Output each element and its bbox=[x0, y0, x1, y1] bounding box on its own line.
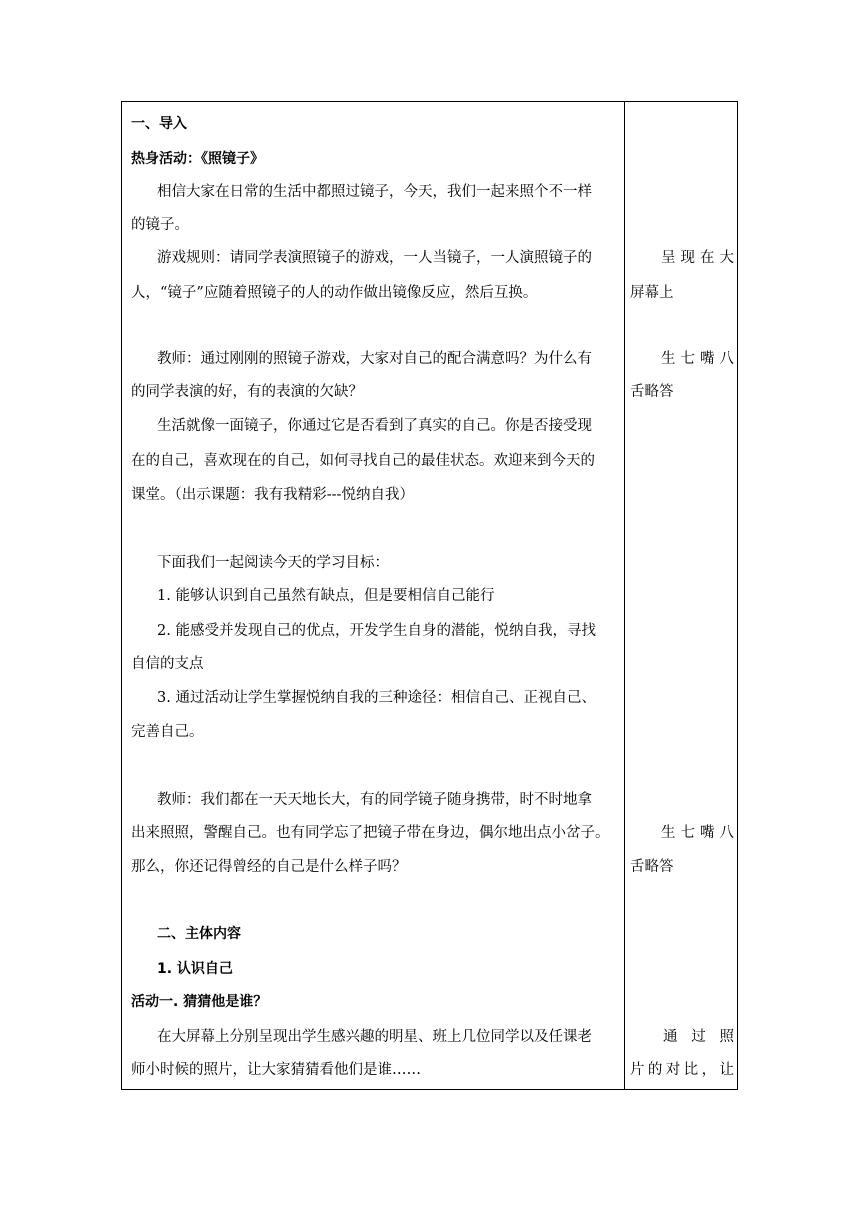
paragraph-line: 生活就像一面镜子，你通过它是否看到了真实的自己。你是否接受现 bbox=[157, 418, 592, 434]
column-divider bbox=[624, 102, 625, 1089]
warmup-title: 热身活动：《照镜子》 bbox=[131, 151, 264, 167]
goals-intro: 下面我们一起阅读今天的学习目标： bbox=[157, 555, 389, 571]
goal-item: 2. 能感受并发现自己的优点，开发学生自身的潜能，悦纳自我，寻找 bbox=[157, 623, 596, 639]
paragraph-line: 的镜子。 bbox=[131, 217, 189, 233]
side-note-line: 生 七 嘴 八 bbox=[661, 825, 734, 841]
side-note-line: 屏幕上 bbox=[630, 285, 674, 301]
paragraph-line: 教师：通过刚刚的照镜子游戏，大家对自己的配合满意吗？为什么有 bbox=[157, 351, 592, 367]
side-note-line: 片 的 对 比 ， 让 bbox=[630, 1062, 734, 1078]
paragraph-line: 游戏规则：请同学表演照镜子的游戏，一人当镜子，一人演照镜子的 bbox=[157, 250, 592, 266]
paragraph-line: 师小时候的照片，让大家猜猜看他们是谁…… bbox=[131, 1062, 421, 1078]
activity-title: 活动一. 猜猜他是谁？ bbox=[131, 994, 268, 1010]
lesson-table bbox=[121, 101, 738, 1090]
paragraph-line: 人，“镜子”应随着照镜子的人的动作做出镜像反应，然后互换。 bbox=[131, 285, 538, 301]
paragraph-line: 课堂。（出示课题：我有我精彩---悦纳自我） bbox=[131, 487, 414, 503]
main-section-heading: 二、主体内容 bbox=[157, 926, 241, 942]
side-note-line: 舌略答 bbox=[630, 384, 674, 400]
intro-heading: 一、导入 bbox=[131, 116, 187, 132]
paragraph-line: 在大屏幕上分别呈现出学生感兴趣的明星、班上几位同学以及任课老 bbox=[157, 1029, 592, 1045]
side-note-line: 舌略答 bbox=[630, 859, 674, 875]
paragraph-line: 在的自己，喜欢现在的自己，如何寻找自己的最佳状态。欢迎来到今天的 bbox=[131, 453, 595, 469]
side-note-line: 生 七 嘴 八 bbox=[661, 351, 734, 367]
paragraph-line: 那么，你还记得曾经的自己是什么样子吗？ bbox=[131, 859, 407, 875]
paragraph-line: 相信大家在日常的生活中都照过镜子，今天，我们一起来照个不一样 bbox=[157, 184, 592, 200]
paragraph-line: 出来照照，警醒自己。也有同学忘了把镜子带在身边，偶尔地出点小岔子。 bbox=[131, 825, 610, 841]
paragraph-line: 的同学表演的好，有的表演的欠缺？ bbox=[131, 384, 363, 400]
paragraph-line: 教师：我们都在一天天地长大，有的同学镜子随身携带，时不时地拿 bbox=[157, 792, 592, 808]
goal-item: 自信的支点 bbox=[131, 656, 204, 672]
side-note-line: 呈 现 在 大 bbox=[661, 250, 734, 266]
side-note-line: 通 过 照 bbox=[663, 1029, 734, 1045]
goal-item: 1. 能够认识到自己虽然有缺点，但是要相信自己能行 bbox=[157, 588, 495, 604]
subsection-heading: 1. 认识自己 bbox=[157, 961, 233, 977]
goal-item: 3. 通过活动让学生掌握悦纳自我的三种途径：相信自己、正视自己、 bbox=[157, 690, 596, 706]
goal-item: 完善自己。 bbox=[131, 724, 204, 740]
